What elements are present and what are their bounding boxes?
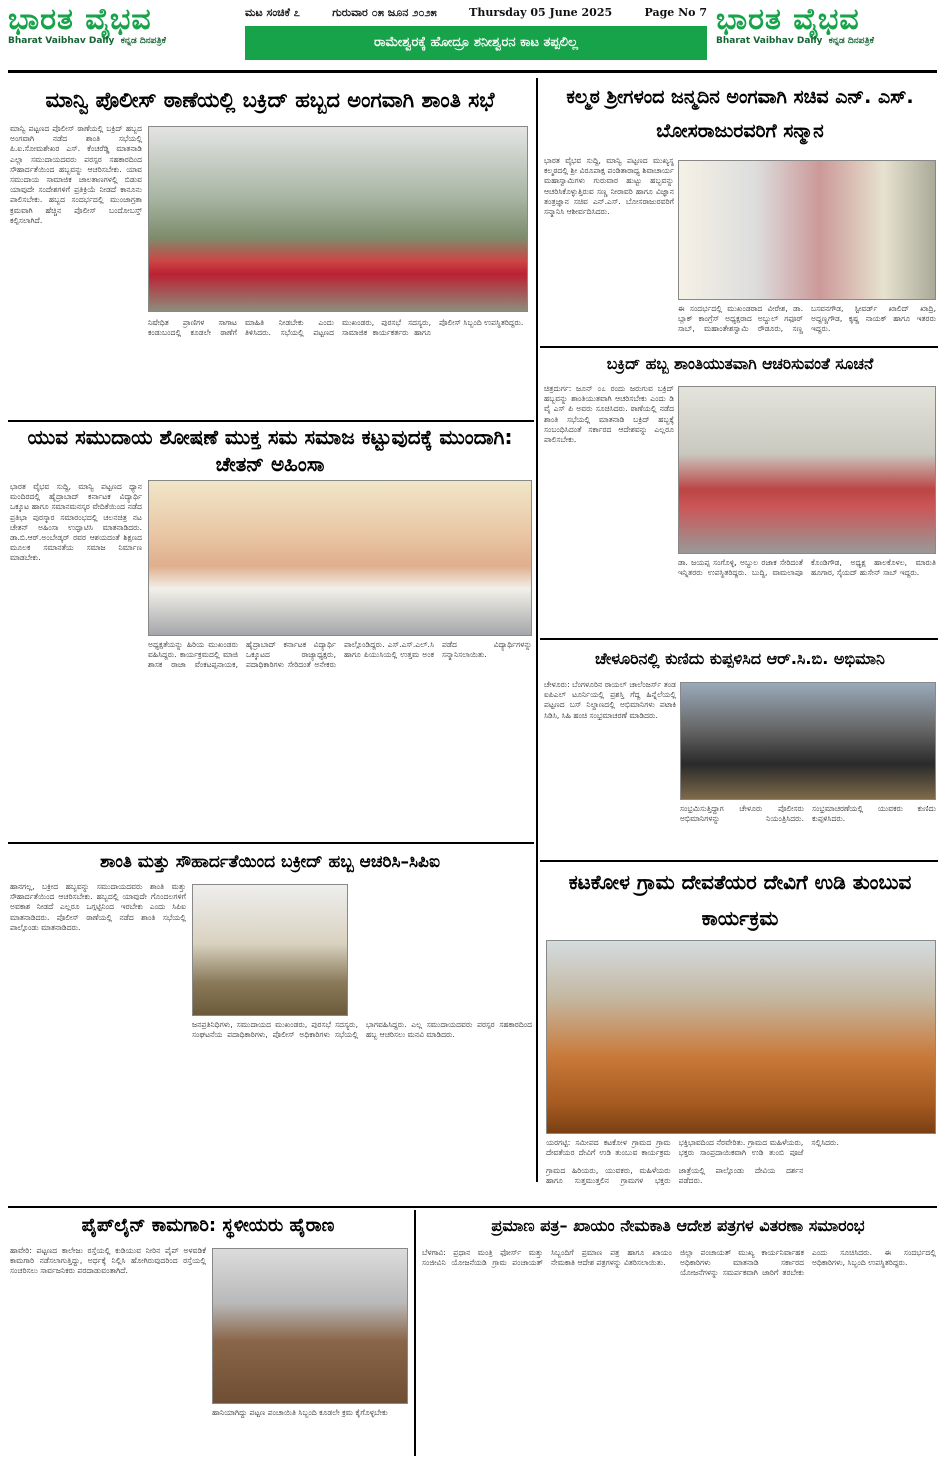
article-a3-photo <box>678 386 936 554</box>
article-a6-headline: ಶಾಂತಿ ಮತ್ತು ಸೌಹಾರ್ದತೆಯಿಂದ ಬಕ್ರೀದ್ ಹಬ್ಬ ಆಚರಿಸಿ–ಸಿಪಿಐ <box>100 852 440 872</box>
article-a4-photo <box>148 480 532 636</box>
logo-title: ಭಾರತ ವೈಭವ <box>8 4 152 37</box>
article-a9-headline: ಪ್ರಮಾಣ ಪತ್ರ– ಖಾಯಂ ನೇಮಕಾತಿ ಆದೇಶ ಪತ್ರಗಳ ವಿತರಣಾ ಸಮಾರಂಭ <box>491 1216 865 1235</box>
logo-sub: Bharat Vaibhav Daily ಕನ್ನಡ ದಿನಪತ್ರಿಕೆ <box>8 36 166 46</box>
article-a1-body-cont: ನಿಷೇಧಿತ ಪ್ರಾಣಿಗಳ ಸಾಗಾಟ ಕಂಡುಬಂದಲ್ಲಿ ಕೂಡಲೇ ಠಾಣೆಗೆ ಮಾಹಿತಿ ನೀಡಬೇಕು ಎಂದು ತಿಳಿಸಿದರು. ಸಭೆಯಲ್ಲಿ ಪಟ್ಟಣದ ಮುಖಂಡರು, ಪುರಸಭೆ ಸದಸ್ಯರು, ಸಾಮಾಜಿಕ ಕಾರ್ಯಕರ್ತರು ಹಾಗೂ ಪೊಲೀಸ್ ಸಿಬ್ಬಂದಿ ಉಪಸ್ಥಿತರಿದ್ದರು. <box>148 318 524 338</box>
bottom-column-divider <box>414 1210 416 1456</box>
article-a3-body-cont: ಡಾ. ಜಯಪ್ಪ ಸಂಗೊಳ್ಳಿ, ಅಬ್ದುಲ ರಜಾಕ ಸೇರಿದಂತೆ ಇನ್ನಿತರರು ಉಪಸ್ಥಿತರಿದ್ದರು. ಬುದ್ಧಿ, ವಾಮಲಾಪೂ ಕೊಂಡಿಗೌಡ, ಅಧ್ಯಕ್ಷ ಹಾಲಕೊಳಲ, ಮಾರುತಿ ಹೂಗಾರ, ಸೈಯದ್ ಹುಸೇನ್ ಸಾಬ್ ಇದ್ದರು. <box>678 558 936 578</box>
article-a6-body-cont: ಜನಪ್ರತಿನಿಧಿಗಳು, ಸಮುದಾಯದ ಮುಖಂಡರು, ಪುರಸಭೆ ಸದಸ್ಯರು, ಸಂಘಟನೆಯ ಪದಾಧಿಕಾರಿಗಳು, ಪೊಲೀಸ್ ಅಧಿಕಾರಿಗಳು ಸಭೆಯಲ್ಲಿ ಭಾಗವಹಿಸಿದ್ದರು. ಎಲ್ಲ ಸಮುದಾಯದವರು ಪರಸ್ಪರ ಸಹಕಾರದಿಂದ ಹಬ್ಬ ಆಚರಿಸಲು ಮನವಿ ಮಾಡಿದರು. <box>192 1020 532 1040</box>
article-a7-photo <box>546 940 936 1134</box>
article-a7-body-cont: ಗ್ರಾಮದ ಹಿರಿಯರು, ಯುವಕರು, ಮಹಿಳೆಯರು ಹಾಗೂ ಸುತ್ತಮುತ್ತಲಿನ ಗ್ರಾಮಗಳ ಭಕ್ತರು ಜಾತ್ರೆಯಲ್ಲಿ ಪಾಲ್ಗೊಂಡು ದೇವಿಯ ದರ್ಶನ ಪಡೆದರು. <box>546 1166 804 1186</box>
divider-a4-a6 <box>8 842 534 844</box>
article-a3-headline: ಬಕ್ರಿದ್ ಹಬ್ಬ ಶಾಂತಿಯುತವಾಗಿ ಆಚರಿಸುವಂತೆ ಸೂಚನೆ <box>606 355 874 373</box>
logo-sub-right: Bharat Vaibhav Daily ಕನ್ನಡ ದಿನಪತ್ರಿಕೆ <box>716 36 874 46</box>
article-a4-headline: ಯುವ ಸಮುದಾಯ ಶೋಷಣೆ ಮುಕ್ತ ಸಮ ಸಮಾಜ ಕಟ್ಟುವುದಕ್ಕೆ ಮುಂದಾಗಿ: ಚೇತನ್ ಅಹಿಂಸಾ <box>27 425 513 476</box>
banner-text: ರಾಮೇಶ್ವರಕ್ಕೆ ಹೋದ್ರೂ ಶನೀಶ್ವರನ ಕಾಟ ತಪ್ಪಲಿಲ್ಲ <box>373 35 579 50</box>
article-a3-body: ಚಿತ್ರದುರ್ಗ: ಜೂನ್ ೦೭ ರಂದು ಜರುಗುವ ಬಕ್ರಿದ್ ಹಬ್ಬವನ್ನು ಶಾಂತಿಯುತವಾಗಿ ಆಚರಿಸಬೇಕು ಎಂದು ಡಿ ವೈ ಎಸ್ ಪಿ ಅವರು ಸೂಚಿಸಿದರು. ಠಾಣೆಯಲ್ಲಿ ನಡೆದ ಶಾಂತಿ ಸಭೆಯಲ್ಲಿ ಮಾತನಾಡಿ ಬಕ್ರಿದ್ ಹಬ್ಬಕ್ಕೆ ಸಂಬಂಧಿಸಿದಂತೆ ಸರ್ಕಾರದ ಆದೇಶವನ್ನು ಎಲ್ಲರೂ ಪಾಲಿಸಬೇಕು. <box>544 384 674 445</box>
divider-a5-a7 <box>540 860 938 862</box>
article-a8-caption: ಹಾನಿಯಾಗಿದ್ದು ಪಟ್ಟಣ ಪಂಚಾಯಿತಿ ಸಿಬ್ಬಂದಿ ಕೂಡಲೇ ಕ್ರಮ ಕೈಗೊಳ್ಳಬೇಕು <box>212 1408 388 1417</box>
banner-strip <box>245 26 707 60</box>
article-a1-photo <box>148 126 528 312</box>
article-a6-photo <box>192 884 348 1016</box>
article-a2-headline: ಕಲ್ಮಠ ಶ್ರೀಗಳಂದ ಜನ್ಮದಿನ ಅಂಗವಾಗಿ ಸಚಿವ ಎನ್. ಎಸ್. ಬೋಸರಾಜುರವರಿಗೆ ಸನ್ಮಾನ <box>566 86 914 142</box>
issue-info-row <box>245 6 707 24</box>
issue-number: ಮಟ ಸಂಚಿಕೆ ೭ <box>245 6 300 19</box>
article-a9-body: ಬೆಳಗಾವಿ: ಪ್ರಧಾನ ಮಂತ್ರಿ ಫೋರ್ಸ್ ಮತ್ತು ಸಂಜೀವಿನಿ ಯೋಜನೆಯಡಿ ಗ್ರಾಮ ಪಂಚಾಯತ್ ಸಿಬ್ಬಂದಿಗೆ ಪ್ರಮಾಣ ಪತ್ರ ಹಾಗೂ ಖಾಯಂ ನೇಮಕಾತಿ ಆದೇಶ ಪತ್ರಗಳನ್ನು ವಿತರಿಸಲಾಯಿತು. <box>422 1248 672 1268</box>
masthead-logo-right <box>716 4 941 62</box>
article-a6-body: ಹಾನಗಲ್ಲ, ಬಕ್ರೀದ ಹಬ್ಬವನ್ನು ಸಮುದಾಯದವರು ಶಾಂತಿ ಮತ್ತು ಸೌಹಾರ್ದತೆಯಿಂದ ಆಚರಿಸಬೇಕು. ಹಬ್ಬದಲ್ಲಿ ಯಾವುದೇ ಗೊಂದಲಗಳಿಗೆ ಅವಕಾಶ ನೀಡದೆ ಎಲ್ಲರೂ ಒಗ್ಗಟ್ಟಿನಿಂದ ಇರಬೇಕು ಎಂದು ಸಿಪಿಐ ಮಾತನಾಡಿದರು. ಪೊಲೀಸ್ ಠಾಣೆಯಲ್ಲಿ ನಡೆದ ಶಾಂತಿ ಸಭೆಯಲ್ಲಿ ಪಾಲ್ಗೊಂಡು ಮಾತನಾಡಿದರು. <box>10 882 186 932</box>
divider-a1-a4 <box>8 420 534 422</box>
article-a4-body: ಭಾರತ ವೈಭವ ಸುದ್ದಿ, ಮಾನ್ವಿ ಪಟ್ಟಣದ ಧ್ಯಾನ ಮಂದಿರದಲ್ಲಿ ಹೈದ್ರಾಬಾದ್ ಕರ್ನಾಟಕ ವಿದ್ಯಾರ್ಥಿ ಒಕ್ಕೂಟ ಹಾಗೂ ಸಮಾನಮನಸ್ಕರ ವೇದಿಕೆಯಿಂದ ನಡೆದ ಪ್ರತಿಭಾ ಪುರಸ್ಕಾರ ಸಮಾರಂಭದಲ್ಲಿ ಚಲನಚಿತ್ರ ನಟ ಚೇತನ್ ಅಹಿಂಸಾ ಉದ್ಘಾಟಿಸಿ ಮಾತನಾಡಿದರು. ಡಾ.ಬಿ.ಆರ್.ಅಂಬೇಡ್ಕರ್ ರವರ ಆಶಯದಂತೆ ಶಿಕ್ಷಣದ ಮೂಲಕ ಸಮಾನತೆಯ ಸಮಾಜ ನಿರ್ಮಾಣ ಮಾಡಬೇಕು. <box>10 482 142 563</box>
article-a8-body: ಹಾವೇರಿ: ಪಟ್ಟಣದ ಕಾಲೇಜು ರಸ್ತೆಯಲ್ಲಿ ಕುಡಿಯುವ ನೀರಿನ ಪೈಪ್ ಅಳವಡಿಕೆ ಕಾಮಗಾರಿ ನಡೆಸಲಾಗುತ್ತಿದ್ದು, ಅರ್ಧಕ್ಕೆ ನಿಲ್ಲಿಸಿ ಹೋಗಿರುವುದರಿಂದ ರಸ್ತೆಯಲ್ಲಿ ಸಂಚರಿಸಲು ಸಾರ್ವಜನಿಕರು ಪರದಾಡುವಂತಾಗಿದೆ. <box>10 1246 206 1276</box>
article-a8-photo <box>212 1248 408 1404</box>
article-a5-body: ಚೇಳೂರು: ಬೆಂಗಳೂರಿನ ರಾಯಲ್ ಚಾಲೆಂಜರ್ಸ್ ತಂಡ ಐಪಿಎಲ್ ಟೂರ್ನಿಯಲ್ಲಿ ಪ್ರಶಸ್ತಿ ಗೆದ್ದ ಹಿನ್ನೆಲೆಯಲ್ಲಿ ಪಟ್ಟಣದ ಬಸ್ ನಿಲ್ದಾಣದಲ್ಲಿ ಅಭಿಮಾನಿಗಳು ಪಟಾಕಿ ಸಿಡಿಸಿ, ಸಿಹಿ ಹಂಚಿ ಸಂಭ್ರಮಾಚರಣೆ ಮಾಡಿದರು. <box>544 680 676 720</box>
article-a2-body: ಭಾರತ ವೈಭವ ಸುದ್ದಿ, ಮಾನ್ವಿ ಪಟ್ಟಣದ ಮುಖ್ಯಸ್ಥ ಕಲ್ಮಠದಲ್ಲಿ ಶ್ರೀ ವಿರೂಪಾಕ್ಷ ಪಂಡಿತಾರಾಧ್ಯ ಶಿವಾಚಾರ್ಯ ಮಹಾಸ್ವಾಮಿಗಳು ಗುರುವಾರ ಹುಟ್ಟು ಹಬ್ಬವನ್ನು ಆಚರಿಸಿಕೊಳ್ಳುತ್ತಿರುವ ಸಣ್ಣ ನೀರಾವರಿ ಹಾಗೂ ವಿಜ್ಞಾನ ತಂತ್ರಜ್ಞಾನ ಸಚಿವ ಎನ್.ಎಸ್. ಬೋಸರಾಜುರವರಿಗೆ ಸನ್ಮಾನಿಸಿ ಆಶೀರ್ವದಿಸಿದರು. <box>544 156 674 217</box>
masthead-logo-left <box>8 4 233 62</box>
issue-date-kn: ಗುರುವಾರ ೦೫ ಜೂನ ೨೦೨೫ <box>332 6 437 19</box>
article-a2-body-cont: ಈ ಸಂದರ್ಭದಲ್ಲಿ ಮುಖಂಡರಾದ ವೀರೇಶ, ಡಾ. ಬ್ಲಾಕ್ ಕಾಂಗ್ರೆಸ್ ಅಧ್ಯಕ್ಷರಾದ ಅಬ್ದುಲ್ ಗಫೂರ್ ಸಾಬ್, ಮಹಾಂತೇಶಸ್ವಾಮಿ ರೌಡೂರು, ಸಣ್ಣ ಬಸವನಗೌಡ, ಸ್ಟೀವರ್ಡ್ ಖಾಲಿದ್ ಖಾದ್ರಿ, ಅದ್ದಣ್ಣಗೌಡ, ಕೃಷ್ಣ ನಾಯಕ್ ಹಾಗೂ ಇತರರು ಇದ್ದರು. <box>678 304 936 334</box>
logo-title-right: ಭಾರತ ವೈಭವ <box>716 4 860 37</box>
article-a5-photo <box>680 682 936 800</box>
page-number: Page No 7 <box>644 6 707 19</box>
divider-a2-a3 <box>540 346 938 348</box>
article-a8-headline: ಪೈಪ್‌ಲೈನ್ ಕಾಮಗಾರಿ: ಸ್ಥಳೀಯರು ಹೈರಾಣ <box>81 1215 335 1236</box>
article-a1-headline: ಮಾನ್ವಿ ಪೊಲೀಸ್ ಠಾಣೆಯಲ್ಲಿ ಬಕ್ರಿದ್ ಹಬ್ಬದ ಅಂಗವಾಗಿ ಶಾಂತಿ ಸಭೆ <box>45 88 495 112</box>
column-divider <box>536 78 538 1182</box>
article-a9-body-cont: ಜಿಲ್ಲಾ ಪಂಚಾಯತ್ ಮುಖ್ಯ ಕಾರ್ಯನಿರ್ವಾಹಕ ಅಧಿಕಾರಿಗಳು ಮಾತನಾಡಿ ಸರ್ಕಾರದ ಯೋಜನೆಗಳನ್ನು ಸಮರ್ಪಕವಾಗಿ ಜಾರಿಗೆ ತರಬೇಕು ಎಂದು ಸೂಚಿಸಿದರು. ಈ ಸಂದರ್ಭದಲ್ಲಿ ಅಧಿಕಾರಿಗಳು, ಸಿಬ್ಬಂದಿ ಉಪಸ್ಥಿತರಿದ್ದರು. <box>680 1248 936 1278</box>
article-a2-photo <box>678 160 936 300</box>
article-a1-body: ಮಾನ್ವಿ ಪಟ್ಟಣದ ಪೊಲೀಸ್ ಠಾಣೆಯಲ್ಲಿ ಬಕ್ರಿದ್ ಹಬ್ಬದ ಅಂಗವಾಗಿ ನಡೆದ ಶಾಂತಿ ಸಭೆಯಲ್ಲಿ ಪಿ.ಐ.ಸೋಮಶೇಖರ ಎಸ್. ಕೆಂಚರೆಡ್ಡಿ ಮಾತನಾಡಿ ಎಲ್ಲಾ ಸಮುದಾಯದವರು ಪರಸ್ಪರ ಸಹಕಾರದಿಂದ ಸೌಹಾರ್ದತೆಯಿಂದ ಹಬ್ಬವನ್ನು ಆಚರಿಸಬೇಕು. ಯಾವ ಸಮುದಾಯ ಸಾಮಾಜಿಕ ಜಾಲತಾಣಗಳಲ್ಲಿ ಬಿಡುವ ಯಾವುದೇ ಸಂದೇಶಗಳಿಗೆ ಪ್ರತಿಕ್ರಿಯೆ ನೀಡದೆ ಕಾನೂನು ಪಾಲಿಸಬೇಕು. ಹಬ್ಬದ ಸಂದರ್ಭದಲ್ಲಿ ಮುಂಜಾಗ್ರತಾ ಕ್ರಮವಾಗಿ ಹೆಚ್ಚಿನ ಪೊಲೀಸ್ ಬಂದೋಬಸ್ತ್ ಕಲ್ಪಿಸಲಾಗಿದೆ. <box>10 124 142 225</box>
article-a7-body: ಯರಗಟ್ಟಿ: ಸಮೀಪದ ಕಟಕೋಳ ಗ್ರಾಮದ ಗ್ರಾಮ ದೇವತೆಯರ ದೇವಿಗೆ ಉಡಿ ತುಂಬುವ ಕಾರ್ಯಕ್ರಮ ಭಕ್ತಿಭಾವದಿಂದ ನೆರವೇರಿತು. ಗ್ರಾಮದ ಮಹಿಳೆಯರು, ಭಕ್ತರು ಸಾಂಪ್ರದಾಯಿಕವಾಗಿ ಉಡಿ ತುಂಬಿ ಪೂಜೆ ಸಲ್ಲಿಸಿದರು. <box>546 1138 839 1158</box>
article-a5-body-cont: ಸಂಭ್ರಮಿಸುತ್ತಿದ್ದಾಗ ಚೇಳೂರು ಪೊಲೀಸರು ಅಭಿಮಾನಿಗಳನ್ನು ನಿಯಂತ್ರಿಸಿದರು. ಸಂಭ್ರಮಾಚರಣೆಯಲ್ಲಿ ಯುವಕರು ಕುಣಿದು ಕುಪ್ಪಳಿಸಿದರು. <box>680 804 936 824</box>
article-a7-headline: ಕಟಕೋಳ ಗ್ರಾಮ ದೇವತೆಯರ ದೇವಿಗೆ ಉಡಿ ತುಂಬುವ ಕಾರ್ಯಕ್ರಮ <box>568 870 912 930</box>
article-a5-headline: ಚೇಳೂರಿನಲ್ಲಿ ಕುಣಿದು ಕುಪ್ಪಳಿಸಿದ ಆರ್.ಸಿ.ಬಿ. ಅಭಿಮಾನಿ <box>595 649 885 668</box>
bottom-divider <box>8 1206 937 1208</box>
masthead-divider <box>8 70 937 73</box>
divider-a3-a5 <box>540 638 938 640</box>
article-a4-body-cont: ಅಧ್ಯಕ್ಷತೆಯನ್ನು ಹಿರಿಯ ಮುಖಂಡರು ವಹಿಸಿದ್ದರು. ಕಾರ್ಯಕ್ರಮದಲ್ಲಿ ಮಾಜಿ ಶಾಸಕ ರಾಜಾ ವೆಂಕಟಪ್ಪನಾಯಕ, ಹೈದ್ರಾಬಾದ್ ಕರ್ನಾಟಕ ವಿದ್ಯಾರ್ಥಿ ಒಕ್ಕೂಟದ ರಾಜ್ಯಾಧ್ಯಕ್ಷರು, ಪದಾಧಿಕಾರಿಗಳು ಸೇರಿದಂತೆ ಅನೇಕರು ಪಾಲ್ಗೊಂಡಿದ್ದರು. ಎಸ್.ಎಸ್.ಎಲ್.ಸಿ ಹಾಗೂ ಪಿಯುಸಿಯಲ್ಲಿ ಉತ್ತಮ ಅಂಕ ಪಡೆದ ವಿದ್ಯಾರ್ಥಿಗಳನ್ನು ಸನ್ಮಾನಿಸಲಾಯಿತು. <box>148 640 532 670</box>
issue-date-en: Thursday 05 June 2025 <box>469 6 613 19</box>
